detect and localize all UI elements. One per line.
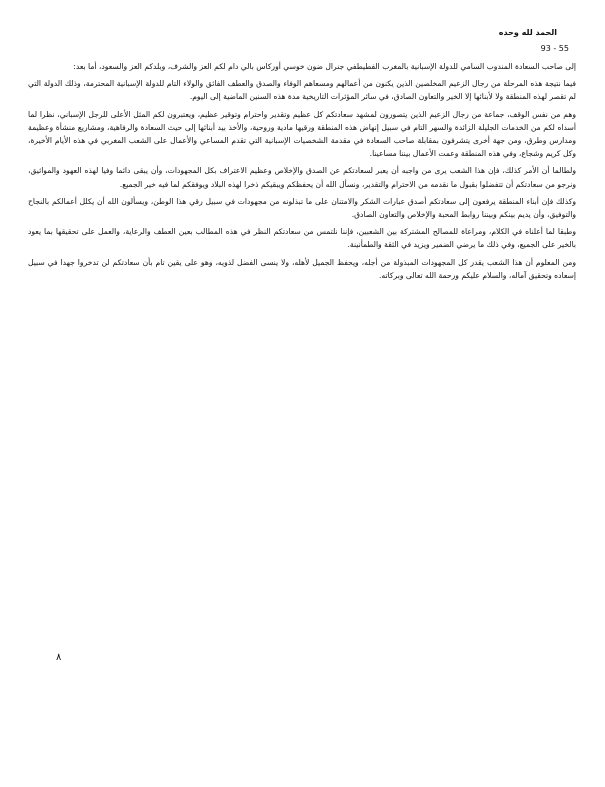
paragraph-1: إلى صاحب السعادة المندوب السامي للدولة الإسبانية بالمغرب الفطيطفي جنرال ضون خوسي أوركاس بالي دام لكم العز والشرف، وبلدكم العز والسعود، أما بعد: <box>73 62 576 71</box>
paragraph-2: فيما نتيجة هذه المرحلة من رجال الزعيم المخلصين الذين يكنون من أعمالهم ومسعاهم الوفاء والصدق والعطف الفائق والولاء التام للدولة الإسبانية المحترمة، وذلك الدولة التي لم تقصر لهذه المنطقة ولا لأبنائها إلا الخير والتعاون الصادق، في سائر المؤثرات التاريخية مدة هذه السنين الماضية إلى اليوم. <box>28 79 576 102</box>
paragraph-3: وهم من نفس الوقف، جماعة من رجال الزعيم الذين يتصورون لمشهد سعادتكم كل عظيم وتقدير واحترام وتوقير عظيم، ويعتبرون لكم المثل الأعلى للرجل الإسباني، نظرا لما أسداه لكم من الخدمات الجليلة الزائدة والسهر التام في سبيل إنهاض هذه المنطقة ورقيها مادية وروحية، والأخذ بيد أبنائها إلى حيث السعادة والرفاهية، ومشاريع منشأة وعظيمة ومدارس وطرق، ومن جهة أخرى يتشرفون بمقابلة صاحب السعادة في مقدمة الشخصيات الإسبانية التي تقدم المساعي والأعمال على الشعب المغربي في هذه الأيام الأخيرة، وكل كريم وشجاع، وفي هذه المنطقة وعمت الأعمال بيننا مساعينا. <box>28 109 576 159</box>
page-mark: ٨ <box>56 652 62 663</box>
document-header: الحمد لله وحده <box>498 28 557 37</box>
paragraph-6: وطبقا لما أعلناه في الكلام، ومراعاة للمصالح المشتركة بين الشعبين، فإننا نلتمس من سعادتكم النظر في هذه المطالب بعين العطف والرعاية، والعمل على تحقيقها بما يعود بالخير على الجميع، وفي ذلك ما يرضي الضمير ويزيد في الثقة والطمأنينة. <box>28 227 576 250</box>
paragraph-4: ولطالما أن الأمر كذلك، فإن هذا الشعب يرى من واجبه أن يعبر لسعادتكم عن الصدق والإخلاص وعظيم الاعتراف بكل المجهودات، وأن يبقى دائما وفيا لهذه العهود والمواثيق، ونرجو من سعادتكم أن تتفضلوا بقبول ما نقدمه من الاحترام والتقدير، ونسأل الله أن يحفظكم ويبقيكم ذخرا لهذه البلاد ويوفقكم لما فيه خير الجميع. <box>28 166 576 189</box>
paragraph-7: ومن المعلوم أن هذا الشعب يقدر كل المجهودات المبذولة من أجله، ويحفظ الجميل لأهله، ولا ينسى الفضل لذويه، وهو على يقين تام بأن سعادتكم لن تدخروا جهدا في سبيل إسعاده وتحقيق آماله، والسلام عليكم ورحمة الله تعالى وبركاته. <box>28 257 576 280</box>
paragraph-5: وكذلك فإن أبناء المنطقة يرفعون إلى سعادتكم أصدق عبارات الشكر والامتنان على ما تبذلونه من مجهودات في سبيل رقي هذا الوطن، ويسألون الله أن يكلل أعمالكم بالنجاح والتوفيق، وأن يديم بينكم وبيننا روابط المحبة والإخلاص والتعاون الصادق. <box>28 196 576 220</box>
document-reference-number: 93 - 55 <box>540 44 569 53</box>
document-body <box>28 60 576 286</box>
